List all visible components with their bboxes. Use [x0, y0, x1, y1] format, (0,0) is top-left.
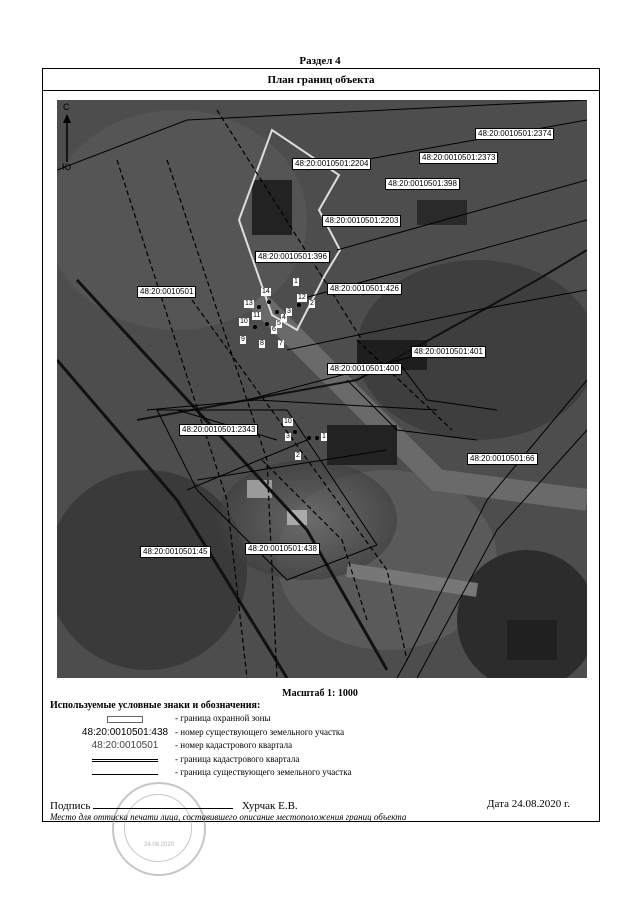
legend-desc: - граница охранной зоны: [175, 713, 271, 723]
survey-point: [257, 305, 261, 309]
parcel-label: 48:20:0010501:2373: [419, 152, 498, 164]
point-label: 1: [294, 278, 298, 285]
legend-desc: - номер кадастрового квартала: [175, 740, 293, 750]
signature-label: Подпись: [50, 800, 91, 812]
parcel-label: 48:20:0010501:45: [140, 546, 211, 558]
survey-point: [297, 303, 301, 307]
parcel-label: 48:20:0010501:66: [467, 453, 538, 465]
legend-row-quarter-number: [50, 740, 590, 753]
parcel-label: 48:20:0010501:2374: [475, 128, 554, 140]
point-label: 7: [279, 340, 283, 347]
legend-desc: - граница кадастрового квартала: [175, 754, 300, 764]
legend-row-parcel-boundary: [50, 767, 590, 780]
point-label: 11: [253, 312, 261, 319]
legend-title: Используемые условные знаки и обозначения:: [50, 700, 261, 711]
compass: [60, 102, 74, 172]
parcel-label: 48:20:0010501:400: [327, 363, 402, 375]
signature-date: Дата 24.08.2020 г.: [487, 798, 570, 810]
survey-point: [267, 300, 271, 304]
parcel-label: 48:20:0010501:396: [255, 251, 330, 263]
parcel-label: 48:20:0010501:2204: [292, 158, 371, 170]
survey-point: [293, 430, 297, 434]
point-label: 3: [287, 308, 291, 315]
point-label: 8: [260, 340, 264, 347]
survey-point: [307, 436, 311, 440]
point-label: 2: [296, 452, 300, 459]
point-label: 10: [240, 318, 248, 325]
point-label: 5: [277, 320, 281, 327]
stamp-note: Место для оттиска печати лица, составившего описание местоположения границ объекта: [50, 812, 407, 822]
stamp-seal: 24.08.2020: [112, 782, 206, 876]
quarter-number-symbol: 48:20:0010501: [91, 740, 159, 751]
satellite-map: [57, 100, 587, 678]
point-label: 10: [284, 418, 292, 425]
point-label: 2: [310, 300, 314, 307]
signature-line: [93, 798, 233, 809]
parcel-label: 48:20:0010501:401: [411, 346, 486, 358]
legend-desc: - граница существующего земельного участка: [175, 767, 352, 777]
parcel-label: 48:20:0010501:2343: [179, 424, 258, 436]
point-label: 9: [241, 336, 245, 343]
point-label: 3: [286, 433, 290, 440]
parcel-label: 48:20:0010501:2203: [322, 215, 401, 227]
survey-point: [265, 322, 269, 326]
north-arrow-icon: [60, 114, 74, 164]
point-label: 12: [298, 294, 306, 301]
parcel-label: 48:20:0010501:398: [385, 178, 460, 190]
section-title: Раздел 4: [299, 55, 341, 67]
legend-row-protection-zone: [50, 713, 590, 726]
quarter-boundary-symbol: [70, 754, 180, 764]
signature-row: [50, 798, 590, 812]
parcel-boundary-symbol: [70, 767, 180, 777]
survey-point: [315, 436, 319, 440]
survey-point: [275, 310, 279, 314]
point-label: 6: [272, 326, 276, 333]
point-label: 1: [322, 433, 326, 440]
signer-name: Хурчак Е.В.: [241, 800, 298, 812]
point-label: 14: [262, 288, 270, 295]
quarter-label: 48:20:0010501: [137, 286, 196, 298]
parcel-label: 48:20:0010501:426: [327, 283, 402, 295]
legend-row-parcel-number: [50, 727, 590, 740]
protection-zone-symbol: [70, 713, 180, 725]
north-label: С: [63, 102, 70, 112]
plan-title: План границ объекта: [43, 69, 599, 91]
point-label: 4: [282, 314, 286, 321]
parcel-label: 48:20:0010501:438: [245, 543, 320, 555]
point-label: 13: [245, 300, 253, 307]
legend-desc: - номер существующего земельного участка: [175, 727, 345, 737]
legend-row-quarter-boundary: [50, 754, 590, 767]
scale-label: Масштаб 1: 1000: [282, 688, 358, 699]
survey-point: [253, 325, 257, 329]
map-lines: [57, 100, 587, 678]
south-label: Ю: [62, 162, 72, 172]
parcel-number-symbol: 48:20:0010501:438: [81, 727, 169, 738]
